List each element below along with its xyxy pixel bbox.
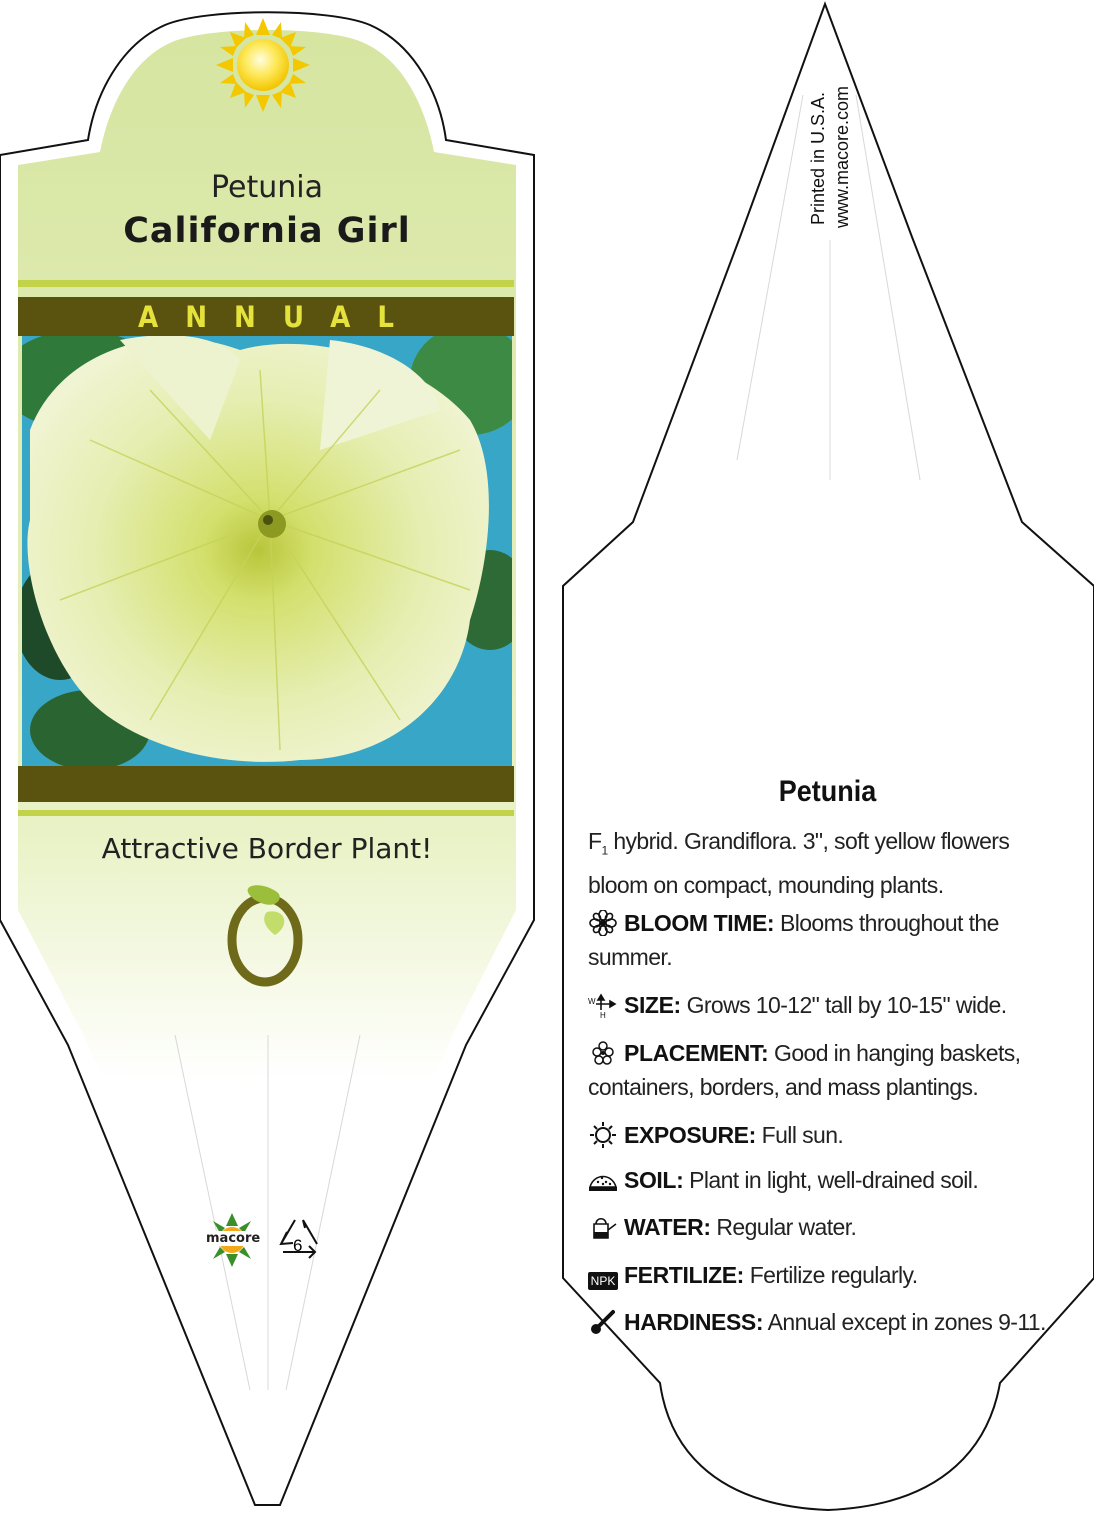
intro-text xyxy=(588,824,1048,902)
macore-logo-text: macore xyxy=(206,1231,261,1246)
row-fertilize: NPK FERTILIZE: Fertilize regularly. xyxy=(588,1258,1048,1292)
watering-can-icon xyxy=(588,1214,618,1240)
row-soil: SOIL: Plant in light, well-drained soil. xyxy=(588,1163,1048,1197)
row-placement: PLACEMENT: Good in hanging baskets, containers, borders, and mass plantings. xyxy=(588,1040,1021,1100)
printed-in-text: Printed in U.S.A. xyxy=(808,91,828,225)
website-text: www.macore.com xyxy=(832,85,852,228)
tagline: Attractive Border Plant! xyxy=(101,832,433,865)
plant-genus: Petunia xyxy=(211,170,323,205)
thermometer-icon xyxy=(588,1309,618,1335)
sun-icon xyxy=(588,1122,618,1148)
size-icon xyxy=(588,992,618,1018)
row-exposure: EXPOSURE: Full sun. xyxy=(588,1118,1048,1152)
svg-text:W: W xyxy=(588,997,595,1006)
intro-prefix: F xyxy=(588,828,602,854)
intro-subscript: 1 xyxy=(601,843,608,858)
sun-logo-icon xyxy=(216,18,310,112)
print-info xyxy=(780,70,850,240)
category-band xyxy=(18,297,514,336)
plant-variety: California Girl xyxy=(123,211,411,251)
flower-photo xyxy=(0,325,530,770)
placement-icon xyxy=(588,1040,618,1066)
recycle-number: 6 xyxy=(293,1236,303,1255)
back-title: Petunia xyxy=(778,775,877,808)
row-water: WATER: Regular water. xyxy=(588,1210,1048,1244)
row-size: W H SIZE: Grows 10-12" tall by 10-15" wide. xyxy=(588,992,1007,1018)
intro-body: hybrid. Grandiflora. 3", soft yellow flowers bloom on compact, mounding plants. xyxy=(588,828,1010,898)
row-bloom-time: BLOOM TIME: Blooms throughout the summer. xyxy=(588,910,999,970)
row-hardiness: HARDINESS: Annual except in zones 9-11. xyxy=(588,1305,1048,1339)
npk-icon: NPK xyxy=(588,1272,618,1290)
svg-text:H: H xyxy=(600,1011,606,1018)
category-label: ANNUAL xyxy=(138,299,421,334)
soil-icon xyxy=(588,1167,618,1193)
flower-icon xyxy=(588,910,618,936)
bottom-band xyxy=(18,766,514,802)
